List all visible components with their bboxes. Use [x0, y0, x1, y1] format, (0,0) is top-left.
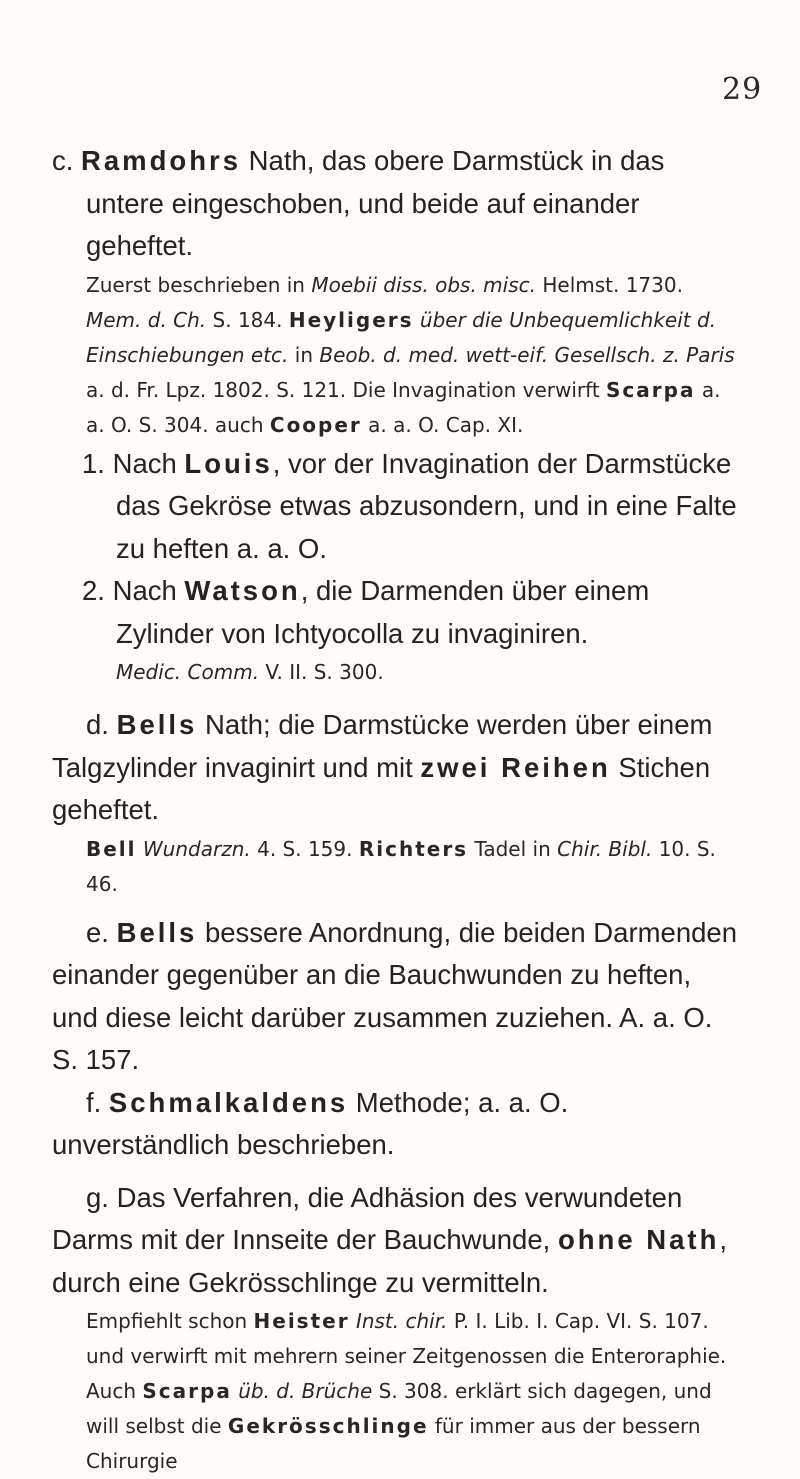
author-name: Bells	[116, 916, 198, 948]
paragraph-g	[52, 1177, 742, 1305]
paragraph-text: Das Verfahren, die Adhäsion des verwundeten Darms mit der Innseite der Bauchwunde,	[52, 1181, 683, 1255]
note-text: a. a. O. S. 304. auch	[86, 377, 721, 437]
paragraph-text: , die Darmenden über einem Zylinder von Ichtyocolla zu invaginiren.	[116, 575, 650, 649]
paragraph-text: Nach	[112, 575, 177, 606]
paragraph-e	[52, 912, 742, 1082]
paragraph-1	[52, 443, 742, 571]
author-name: Ramdohrs	[81, 145, 242, 176]
note-text: S. 308. erklärt sich dagegen, und will selbst die	[86, 1379, 712, 1438]
note-text: a. d. Fr. Lpz. 1802. S. 121. Die Invagination verwirft	[86, 377, 600, 402]
note-citation: Medic. Comm.	[116, 660, 260, 684]
page-text	[52, 140, 742, 1479]
author-name: Louis	[184, 447, 273, 479]
author-name: Bells	[116, 709, 198, 740]
paragraph-text: , vor der Invagination der Darmstücke das Gekröse etwas abzusondern, und in eine Falte zu heften a. a. O.	[116, 447, 737, 564]
paragraph-label: g.	[86, 1181, 109, 1213]
author-name: Heister	[253, 1309, 350, 1333]
paragraph-label: e.	[86, 916, 109, 948]
paragraph-text: Stichen geheftet.	[52, 751, 711, 825]
note-citation: Mem. d. Ch.	[86, 307, 207, 332]
note-citation: Wundarzn.	[142, 836, 251, 861]
paragraph-text: Methode; a. a. O. unverständlich beschrieben.	[52, 1086, 569, 1160]
author-name: Watson	[184, 575, 301, 606]
paragraph-text: bessere Anordnung, die beiden Darmenden einander gegenüber an die Bauchwunden zu heften, und diese leicht darüber zusammen zuziehen. A. a. O. S. 157.	[52, 916, 738, 1075]
emphasis-text: ohne Nath	[557, 1224, 720, 1255]
note-text: Helmst. 1730.	[542, 272, 683, 297]
note-text: Tadel in	[474, 836, 551, 861]
page-number: 29	[722, 72, 763, 107]
paragraph-text: Nach	[112, 447, 177, 479]
note-citation: Moebii diss. obs. misc.	[311, 272, 536, 297]
note-citation: Inst. chir.	[355, 1309, 448, 1333]
footnote-g	[52, 1304, 742, 1479]
author-name: Cooper	[269, 412, 362, 437]
paragraph-d	[52, 704, 742, 832]
note-text: für immer aus der bessern Chirurgie	[86, 1414, 701, 1473]
paragraph-label: d.	[86, 709, 109, 740]
paragraph-label: 1.	[82, 447, 105, 479]
paragraph-text: , durch eine Gekrösschlinge zu vermitteln.	[52, 1224, 728, 1298]
paragraph-label: f.	[86, 1086, 102, 1118]
paragraph-2	[52, 570, 742, 655]
emphasis-text: Gekrösschlinge	[227, 1414, 429, 1438]
paragraph-label: c.	[52, 145, 74, 176]
author-name: Scarpa	[142, 1379, 232, 1403]
note-text: V. II. S. 300.	[265, 660, 384, 684]
note-text: 10. S. 46.	[86, 836, 716, 896]
note-text: a. a. O. Cap. XI.	[368, 412, 524, 437]
author-name: Richters	[358, 836, 469, 861]
note-text: Zuerst beschrieben in	[86, 272, 305, 297]
note-citation: üb. d. Brüche	[238, 1379, 373, 1403]
author-name: Bell	[86, 836, 137, 861]
note-text: in	[294, 342, 313, 367]
note-citation: über die Unbequemlichkeit d. Einschiebungen etc.	[86, 307, 717, 367]
emphasis-text: zwei Reihen	[420, 751, 611, 783]
paragraph-text: Nath; die Darmstücke werden über einem Talgzylinder invaginirt und mit	[52, 709, 713, 783]
note-text: Empfiehlt schon	[86, 1309, 248, 1333]
paragraph-c	[52, 140, 742, 268]
footnote-c	[52, 268, 742, 443]
note-citation: Beob. d. med. wett-eif. Gesellsch. z. Paris	[319, 342, 735, 367]
paragraph-label: 2.	[82, 575, 105, 606]
author-name: Scarpa	[606, 377, 696, 402]
paragraph-text: Nath, das obere Darmstück in das untere eingeschoben, und beide auf einander geheftet.	[86, 145, 665, 261]
note-citation: Chir. Bibl.	[557, 836, 653, 861]
note-text: S. 184.	[212, 307, 283, 332]
paragraph-f	[52, 1082, 742, 1167]
author-name: Heyligers	[288, 307, 414, 332]
note-text: P. I. Lib. I. Cap. VI. S. 107. und verwirft mit mehrern seiner Zeitgenossen die Enteroraphie. Auch	[86, 1309, 727, 1403]
note-text: 4. S. 159.	[257, 836, 353, 861]
author-name: Schmalkaldens	[108, 1086, 349, 1118]
footnote-2	[52, 655, 742, 690]
footnote-d	[52, 832, 742, 902]
